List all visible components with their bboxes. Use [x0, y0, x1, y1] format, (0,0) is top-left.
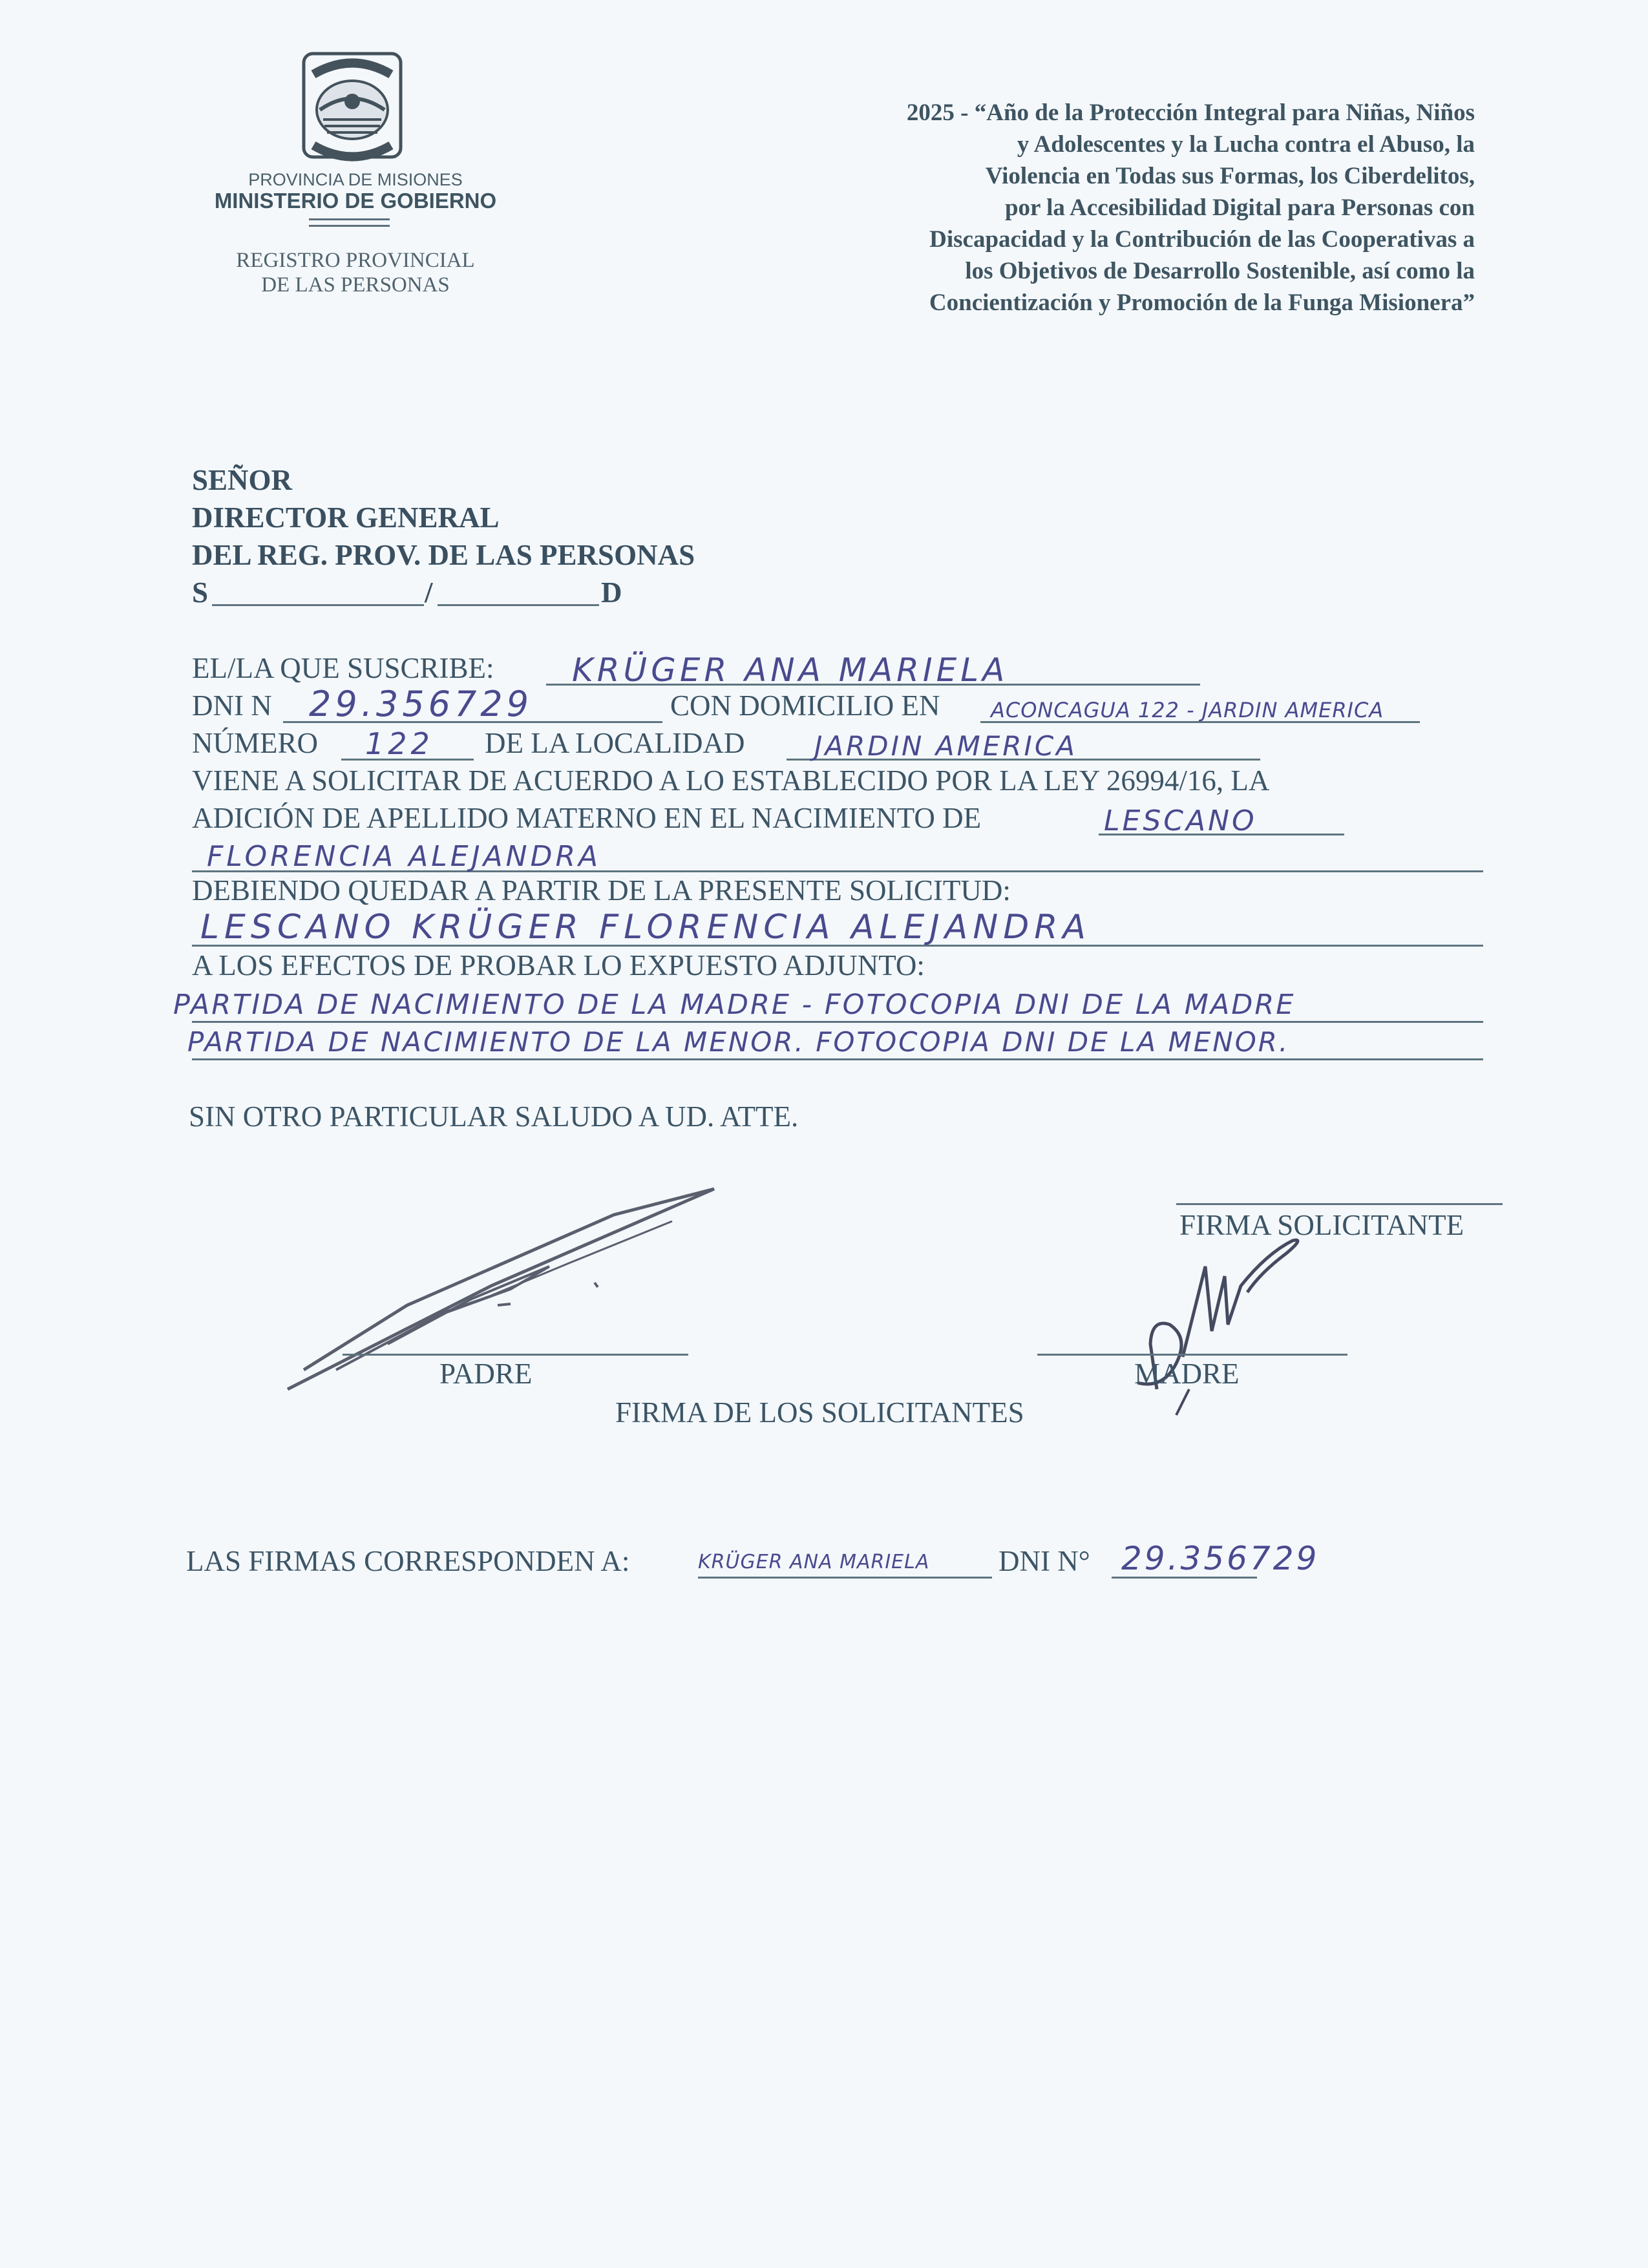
addressee-s-label: S — [192, 576, 209, 609]
motto-line: por la Accesibilidad Digital para Personas con — [1004, 194, 1475, 221]
addressee-line2: DIRECTOR GENERAL — [192, 501, 500, 534]
registry-label-line2: DE LAS PERSONAS — [261, 273, 450, 297]
motto-line: Concientización y Promoción de la Funga Misionera” — [929, 289, 1475, 316]
efectos-label: A LOS EFECTOS DE PROBAR LO EXPUESTO ADJUNTO: — [192, 949, 925, 982]
firma-solicitante-label: FIRMA SOLICITANTE — [1179, 1209, 1464, 1241]
localidad-label: DE LA LOCALIDAD — [485, 727, 745, 759]
adjunto-line-2 — [192, 1058, 1483, 1060]
blank-line — [438, 604, 599, 606]
debiendo-label: DEBIENDO QUEDAR A PARTIR DE LA PRESENTE SOLICITUD: — [192, 874, 1011, 907]
motto-line: Violencia en Todas sus Formas, los Ciberdelitos, — [985, 163, 1475, 189]
domicilio-label: CON DOMICILIO EN — [670, 689, 940, 722]
firma-solicitante-line — [1176, 1203, 1503, 1205]
addressee-d-label: D — [601, 576, 622, 609]
suscribe-value: KRÜGER ANA MARIELA — [572, 651, 1009, 689]
numero-value: 122 — [365, 726, 434, 761]
corresponden-label: LAS FIRMAS CORRESPONDEN A: — [186, 1545, 630, 1577]
addressee-line3: DEL REG. PROV. DE LAS PERSONAS — [192, 539, 695, 571]
numero-label: NÚMERO — [192, 727, 319, 759]
adicion-label: ADICIÓN DE APELLIDO MATERNO EN EL NACIMIENTO DE — [192, 802, 982, 834]
new-name-value: LESCANO KRÜGER FLORENCIA ALEJANDRA — [200, 908, 1091, 947]
padre-line — [343, 1354, 688, 1356]
motto-line: y Adolescentes y la Lucha contra el Abuso, la — [1017, 131, 1475, 158]
adjunto-value-1: PARTIDA DE NACIMIENTO DE LA MADRE - FOTOCOPIA DNI DE LA MADRE — [173, 989, 1296, 1021]
corresponden-value: KRÜGER ANA MARIELA — [698, 1551, 930, 1573]
madre-line — [1037, 1354, 1347, 1356]
nacimiento-value-1: LESCANO — [1104, 804, 1257, 837]
firma-solicitantes-label: FIRMA DE LOS SOLICITANTES — [615, 1396, 1024, 1429]
motto-line: Discapacidad y la Contribución de las Cooperativas a — [929, 226, 1475, 253]
madre-signature — [1099, 1228, 1331, 1422]
domicilio-value: ACONCAGUA 122 - JARDIN AMERICA — [991, 698, 1384, 722]
addressee-slash: / — [425, 576, 433, 609]
corresponden-line — [698, 1577, 992, 1579]
divider — [309, 218, 390, 220]
adjunto-value-2: PARTIDA DE NACIMIENTO DE LA MENOR. FOTOCOPIA DNI DE LA MENOR. — [187, 1026, 1290, 1058]
dni-value: 29.356729 — [309, 684, 533, 724]
corresponden-dni-label: DNI N° — [998, 1545, 1090, 1577]
divider — [309, 225, 390, 227]
blank-line — [212, 604, 424, 606]
adjunto-line-1 — [192, 1021, 1483, 1023]
ministry-label: MINISTERIO DE GOBIERNO — [214, 189, 497, 213]
province-seal-logo — [284, 48, 420, 165]
suscribe-label: EL/LA QUE SUSCRIBE: — [192, 652, 494, 684]
motto-line: 2025 - “Año de la Protección Integral para Niñas, Niños — [906, 100, 1475, 126]
viene-line: VIENE A SOLICITAR DE ACUERDO A LO ESTABLECIDO POR LA LEY 26994/16, LA — [192, 764, 1270, 797]
localidad-value: JARDIN AMERICA — [814, 730, 1077, 762]
province-label: PROVINCIA DE MISIONES — [248, 170, 463, 189]
registry-label-line1: REGISTRO PROVINCIAL — [236, 249, 475, 272]
madre-label: MADRE — [1134, 1358, 1240, 1390]
closing-text: SIN OTRO PARTICULAR SALUDO A UD. ATTE. — [189, 1100, 799, 1133]
nacimiento-value-2: FLORENCIA ALEJANDRA — [207, 840, 602, 873]
corresponden-dni-value: 29.356729 — [1121, 1540, 1320, 1577]
motto-line: los Objetivos de Desarrollo Sostenible, así como la — [965, 258, 1475, 284]
addressee-line1: SEÑOR — [192, 464, 293, 496]
year-motto — [666, 97, 1475, 319]
dni-label: DNI N — [192, 689, 272, 722]
padre-label: PADRE — [439, 1358, 533, 1390]
